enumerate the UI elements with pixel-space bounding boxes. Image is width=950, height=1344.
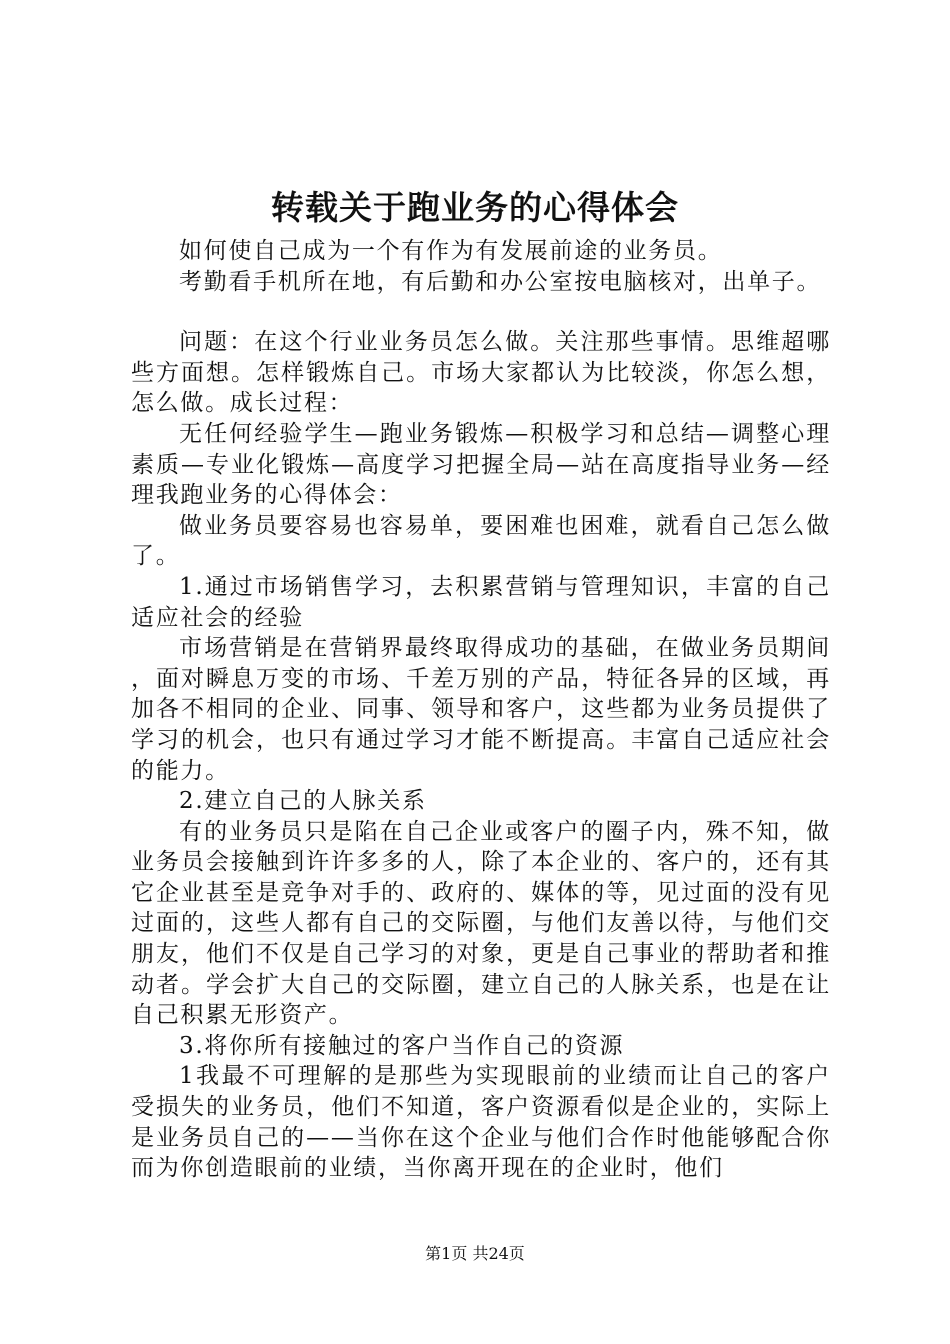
section-heading: 2.建立自己的人脉关系 (179, 788, 427, 815)
paragraph: 有的业务员只是陷在自己企业或客户的圈子内，殊不知，做业务员会接触到许许多多的人，除了本企业的、客户的，还有其它企业甚至是竞争对手的、政府的、媒体的等，见过面的没有见过面的，这些人都有自己的交际圈，与他们友善以待，与他们交朋友，他们不仅是自己学习的对象，更是自己事业的帮助者和推动者。学会扩大自己的交际圈，建立自己的人脉关系，也是在让自己积累无形资产。 (131, 818, 831, 1029)
paragraph: 问题：在这个行业业务员怎么做。关注那些事情。思维超哪些方面想。怎样锻炼自己。市场大家都认为比较淡，你怎么想，怎么做。成长过程： (131, 329, 831, 417)
section-heading: 1.通过市场销售学习，去积累营销与管理知识，丰富的自己适应社会的经验 (131, 573, 831, 631)
document-title: 转载关于跑业务的心得体会 (271, 188, 679, 227)
document-body (131, 236, 831, 1184)
paragraph: 无任何经验学生—跑业务锻炼—积极学习和总结—调整心理素质—专业化锻炼—高度学习把握全局—站在高度指导业务—经理我跑业务的心得体会： (131, 420, 831, 509)
section-heading: 3.将你所有接触过的客户当作自己的资源 (179, 1032, 625, 1059)
paragraph: 1我最不可理解的是那些为实现眼前的业绩而让自己的客户受损失的业务员，他们不知道，客户资源看似是企业的，实际上是业务员自己的——当你在这个企业与他们合作时他能够配合你而为你创造眼前的业绩，当你离开现在的企业时，他们 (131, 1063, 831, 1182)
paragraph: 如何使自己成为一个有作为有发展前途的业务员。 (179, 238, 723, 264)
page-footer: 第1页 共24页 (425, 1244, 525, 1263)
paragraph: 市场营销是在营销界最终取得成功的基础，在做业务员期间，面对瞬息万变的市场、千差万别的产品，特征各异的区域，再加各不相同的企业、同事、领导和客户，这些都为业务员提供了学习的机会，也只有通过学习才能不断提高。丰富自己适应社会的能力。 (131, 635, 831, 784)
paragraph: 做业务员要容易也容易单，要困难也困难，就看自己怎么做了。 (131, 512, 831, 570)
paragraph: 考勤看手机所在地，有后勤和办公室按电脑核对，出单子。 (179, 268, 822, 295)
